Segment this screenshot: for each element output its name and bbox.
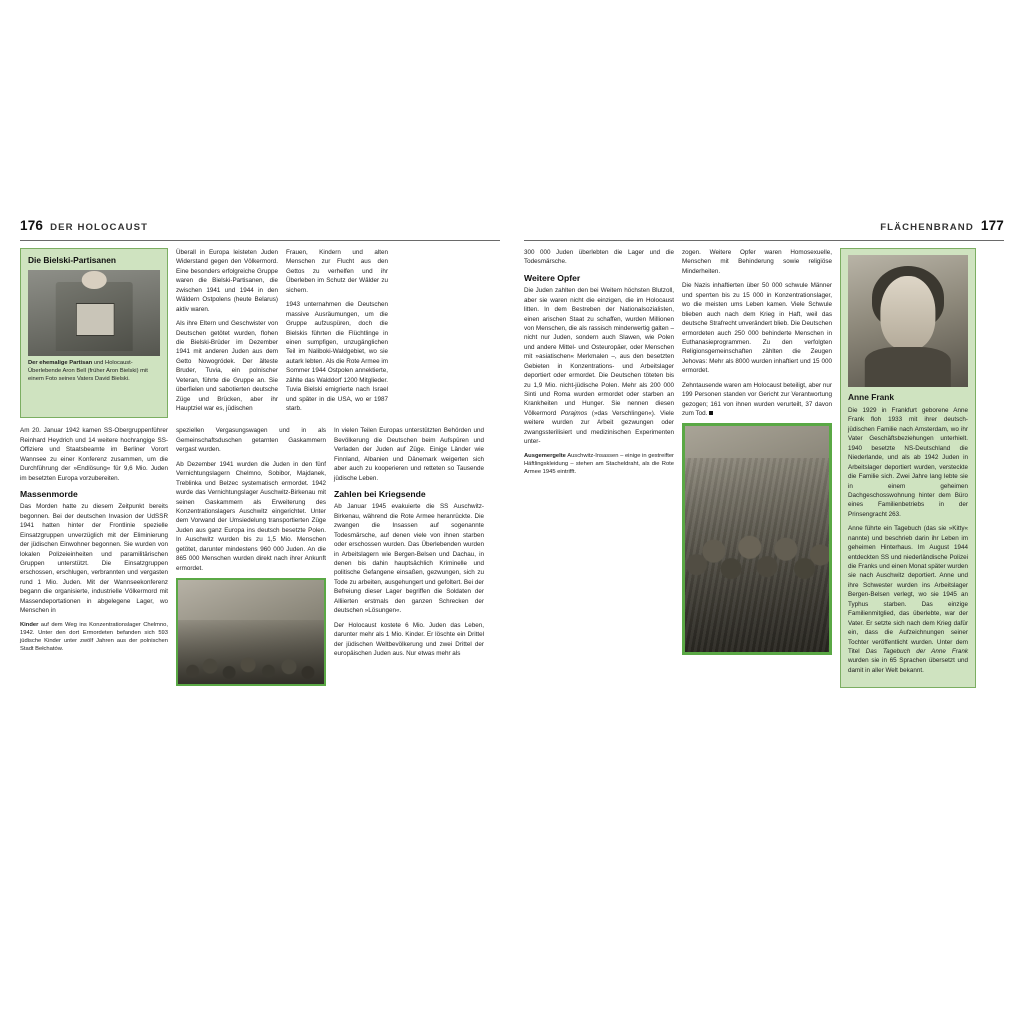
- bielski-partisan-photo: [28, 270, 160, 356]
- chelmno-children-photo: [176, 578, 326, 686]
- paragraph: Ab Dezember 1941 wurden die Juden in den fünf Vernichtungslagern Chelmno, Sobibor, Majdanek, Treblinka und Belzec systematisch ermordet. 1942 wurde das Vernichtungslager Auschwitz-Birkenau mit seinen Gaskammern als Erweiterung des Konzentrationslagers Auschwitz eingerichtet. Unter dem Vorwand der Umsiedelung transportierten Züge Juden aus ganz Europa ins deutsch besetzte Polen. In Auschwitz wurden bis zu 1,5 Mio. Menschen getötet, darunter mindestens 960 000 Juden. An die 865 000 Menschen wurden direkt nach ihrer Ankunft ermordet.: [176, 460, 326, 572]
- paragraph: [524, 286, 674, 446]
- caption-rest: und Holocaust-Überlebende Aron Bell (früher Aron Bielski) mit einem Foto seines Vaters David Bielski.: [28, 360, 148, 383]
- left-running-head: [20, 218, 500, 241]
- paragraph: Die Nazis inhaftierten über 50 000 schwule Männer und sperrten bis zu 15 000 in Konzentrationslager, wo die meisten ums Leben kamen. Viele Schwule blieben auch nach dem Krieg in Haft, weil das deutsche Strafrecht unverändert blieb. Die Deutschen ermordeten auch 250 000 behinderte Menschen in Euthanasieprogrammen. Zu den verfolgten Religionsgemeinschaften zählten die Zeugen Jehovas: Mehr als 8000 wurden inhaftiert und 15 000 ermordet.: [682, 282, 832, 375]
- heading-zahlen-bei-kriegsende: Zahlen bei Kriegsende: [334, 489, 426, 500]
- kinder-photo-caption: [20, 621, 168, 654]
- right-body-columns: [524, 248, 1004, 688]
- photo-figure-group: [685, 458, 829, 652]
- left-top-row: [20, 248, 500, 418]
- photo-figure-group: [178, 620, 324, 684]
- paragraph-part: Die Juden zahlten den bei Weitem höchsten Blutzoll, aber sie waren nicht die einzigen, die im Holocaust litten. In dem Bestreben der Nationalsozialisten, einen arischen Staat zu schaffen, wurden Millionen von Menschen, die als rassisch minderwertig galten – nicht nur Juden, sondern auch Slawen, wie Polen und andere Mittel- und Osteuropäer, oder Menschen mit »asiatischen« Merkmalen –, aus den besetzten Gebieten in Konzentrations- und Arbeitslager deportiert oder ermordet. Die Deutschen töteten bis zu 1,9 Mio. nicht-jüdische Polen. Mehr als 200 000 Sinti und Roma wurden ermordet oder starben an Krankheiten und Hunger. Sie nennen diesen Völkermord: [524, 287, 674, 417]
- bielski-sidebar: [20, 248, 168, 418]
- paragraph: In vielen Teilen Europas unterstützten Behörden und Bevölkerung die Deutschen beim Aufspüren und Verladen der Juden auf Züge. Einige Länder wie Finnland, Albanien und Dänemark weigerten sich aber auch zu kooperieren und retteten so Tausende jüdische Leben.: [334, 427, 484, 482]
- paragraph: Der Holocaust kostete 6 Mio. Juden das Leben, darunter mehr als 1 Mio. Kinder. Er löschte ein Drittel der jüdischen Weltbevölkerung und zwei Drittel der europäischen Juden aus. Nur etwas mehr als: [334, 621, 484, 657]
- paragraph-part: Zehntausende waren am Holocaust beteiligt, aber nur 199 Personen standen vor Gericht zur Verantwortung gezogen; 161 von ihnen wurden verurteilt, 37 davon zum Tod.: [682, 381, 832, 417]
- left-chapter-title: DER HOLOCAUST: [50, 222, 149, 233]
- bielski-photo-caption: [28, 359, 160, 384]
- right-page-number: 177: [980, 218, 1004, 233]
- bielski-sidebar-title: Die Bielski-Partisanen: [28, 255, 116, 265]
- paragraph: Am 20. Januar 1942 kamen SS-Obergruppenführer Reinhard Heydrich und 14 weitere hochrangige SS-Offiziere und Staatsbeamte im Berliner Vorort Wannsee zu einer Konferenz zusammen, um die Durchführung der »Endlösung« für 9,6 Mio. Juden im besetzten Europa vorzubereiten.: [20, 427, 168, 482]
- photo-figure-torso: [865, 347, 951, 387]
- heading-weitere-opfer: Weitere Opfer: [524, 272, 581, 283]
- paragraph: Frauen, Kindern und alten Menschen zur Flucht aus den Gettos zu verhelfen und ihr Überleben im Schutz der Wälder zu sichern.: [286, 249, 388, 294]
- auschwitz-prisoners-photo: [682, 423, 832, 655]
- photo-figure-face: [880, 276, 935, 350]
- left-body-column-2: [176, 426, 326, 686]
- left-page: [20, 218, 500, 798]
- paragraph: 300 000 Juden überlebten die Lager und die Todesmärsche.: [524, 249, 674, 266]
- left-body-column-1: [20, 426, 168, 686]
- paragraph: 1943 unternahmen die Deutschen massive Ausräumungen, um die Gruppe aufzuspüren, doch die Bielskis führten die Flüchtlinge in einen sumpfigen, unzugänglichen Teil im Naliboki-Waldgebiet, wo sie autark lebten. Als die Rote Armee im Sommer 1944 Ostpolen annektierte, zählte das Walddorf 1200 Mitglieder. Tuvia Bielski emigrierte nach Israel und später in die USA, wo er 1987 starb.: [286, 301, 388, 412]
- caption-lead: Der ehemalige Partisan: [28, 360, 93, 366]
- caption-rest: auf dem Weg ins Konzentrationslager Chelmno, 1942. Unter den dort Ermordeten befanden sich 593 jüdische Kinder unter zwölf Jahren aus der polnischen Stadt Bełchatów.: [20, 621, 168, 653]
- caption-lead: Ausgemergelte: [524, 452, 566, 459]
- book-title-tagebuch: Das Tagebuch der Anne Frank: [865, 647, 968, 655]
- right-chapter-title: FLÄCHENBRAND: [880, 222, 974, 233]
- end-of-article-marker: [709, 411, 713, 415]
- left-sidebar-column-3: [286, 248, 388, 418]
- right-body-column-1: [524, 248, 674, 688]
- two-page-spread: [20, 218, 1004, 798]
- left-body-column-3: [334, 426, 484, 686]
- heading-massenmorde: Massenmorde: [20, 489, 78, 500]
- right-page: [524, 218, 1004, 798]
- paragraph: Als ihre Eltern und Geschwister von Deutschen getötet wurden, flohen die Bielski-Brüder im Dezember 1941 mit anderen Juden aus dem Getto Nowogródek. Der älteste Bruder, Tuvia, ein polnischer Veteran, führte die Gruppe an. Sie überfielen und sabotierten deutsche Züge und Brücken, aber ihr Hauptziel war es, jüdischen: [176, 320, 278, 412]
- paragraph-part: Anne führte ein Tagebuch (das sie »Kitty« nannte) und beschrieb darin ihr Leben im geheimen Hinterhaus. Im August 1944 entdeckten SS und niederländische Polizei die Franks und einen Monat später wurden sie nach Auschwitz deportiert. Anne und ihre Schwester wurden ins Arbeitslager Bergen-Belsen verlegt, wo sie 1945 an Typhus starben. Das einzige Familienmitglied, das überlebte, war der Vater. Er setzte sich nach dem Krieg dafür ein, dass die Aufzeichnungen seiner Tochter veröffentlicht wurden. Unter dem Titel: [848, 525, 968, 655]
- paragraph: Ab Januar 1945 evakuierte die SS Auschwitz-Birkenau, während die Rote Armee heranrückte. Die zwangen die Insassen auf sogenannte Todesmärsche, auf denen viele von ihnen starben oder erschossen wurden. Das Überlebenden wurden in Arbeitslagern wie Bergen-Belsen und Dachau, in denen bis dahin hauptsächlich Kriminelle und politische Gefangene einsaßen, gezwungen, sich zu Tode zu arbeiten, ausgehungert und gefoltert. Bei der Befreiung dieser Lager begriffen die Soldaten der Alliierten erstmals den ganzen Schrecken der deutschen »Lösungen«.: [334, 503, 484, 615]
- paragraph: [682, 381, 832, 419]
- anne-frank-text: [848, 406, 968, 675]
- paragraph: zogen. Weitere Opfer waren Homosexuelle, Menschen mit Behinderung sowie religiöse Minderheiten.: [682, 249, 832, 275]
- anne-frank-sidebar: [840, 248, 976, 688]
- left-sidebar-column-2: [176, 248, 278, 418]
- prisoners-photo-caption: [524, 452, 674, 477]
- anne-frank-name: Anne Frank: [848, 392, 895, 402]
- paragraph: Die 1929 in Frankfurt geborene Anne Frank floh 1933 mit ihrer deutsch-jüdischen Familie nach Amsterdam, wo ihr Vater Geschäftsbeziehungen unterhielt. 1940 besetzte NS-Deutschland die Niederlande, und als ab 1942 Juden in Arbeitslager deportiert wurden, versteckte die Familie sich. Zwei Jahre lang lebte sie in einem geheimen Dachgeschosswohnung hinter dem Büro eines Familienbetriebs in der Prinsengracht 263.: [848, 407, 968, 518]
- caption-rest: Auschwitz-Insassen – einige in gestreifter Häftlingskleidung – stehen am Stacheldraht, als die Rote Armee 1945 eintrifft.: [524, 452, 674, 476]
- paragraph: speziellen Vergasungswagen und in als Gemeinschaftsduschen getarnten Gaskammern vergast wurden.: [176, 427, 326, 454]
- anne-frank-portrait: [848, 255, 968, 387]
- caption-lead: Kinder: [20, 621, 39, 628]
- photo-figure: [56, 282, 133, 351]
- paragraph: Überall in Europa leisteten Juden Widerstand gegen den Völkermord. Eine besonders erfolgreiche Gruppe waren die Bielski-Partisanen, die zwischen 1941 und 1944 in den Wäldern Ostpolens (heute Belarus) aktiv waren.: [176, 249, 278, 313]
- term-porajmos: Porajmos: [560, 409, 588, 417]
- paragraph: [848, 524, 968, 675]
- left-body-columns: [20, 426, 500, 686]
- left-page-number: 176: [20, 218, 44, 233]
- paragraph-part: wurden sie in 65 Sprachen übersetzt und damit in aller Welt bekannt.: [848, 657, 968, 674]
- paragraph-part: (»das Verschlingen«). Viele weitere wurden zur Arbeit gezwungen oder zwangssterilisiert und medizinischen Experimenten unter-: [524, 409, 674, 446]
- paragraph: Das Morden hatte zu diesem Zeitpunkt bereits begonnen. Bei der deutschen Invasion der UdSSR 1941 hatten hinter der Frontlinie spezielle Einsatzgruppen unverzüglich mit der Eliminierung der jüdischen Einwohner begonnen. Sie wurden von lokalen Polizeieinheiten und paramilitärischen Gruppen unterstützt. Die Einsatzgruppen erschossen, erschlugen, verbrannten und vergasten rund 1 Mio. Juden. Mit der Wannseekonferenz begann die organisierte, industrielle Völkermord mit Massendeportationen in abgelegene Lager, wo Menschen in: [20, 503, 168, 615]
- right-running-head: [524, 218, 1004, 241]
- right-body-column-2: [682, 248, 832, 688]
